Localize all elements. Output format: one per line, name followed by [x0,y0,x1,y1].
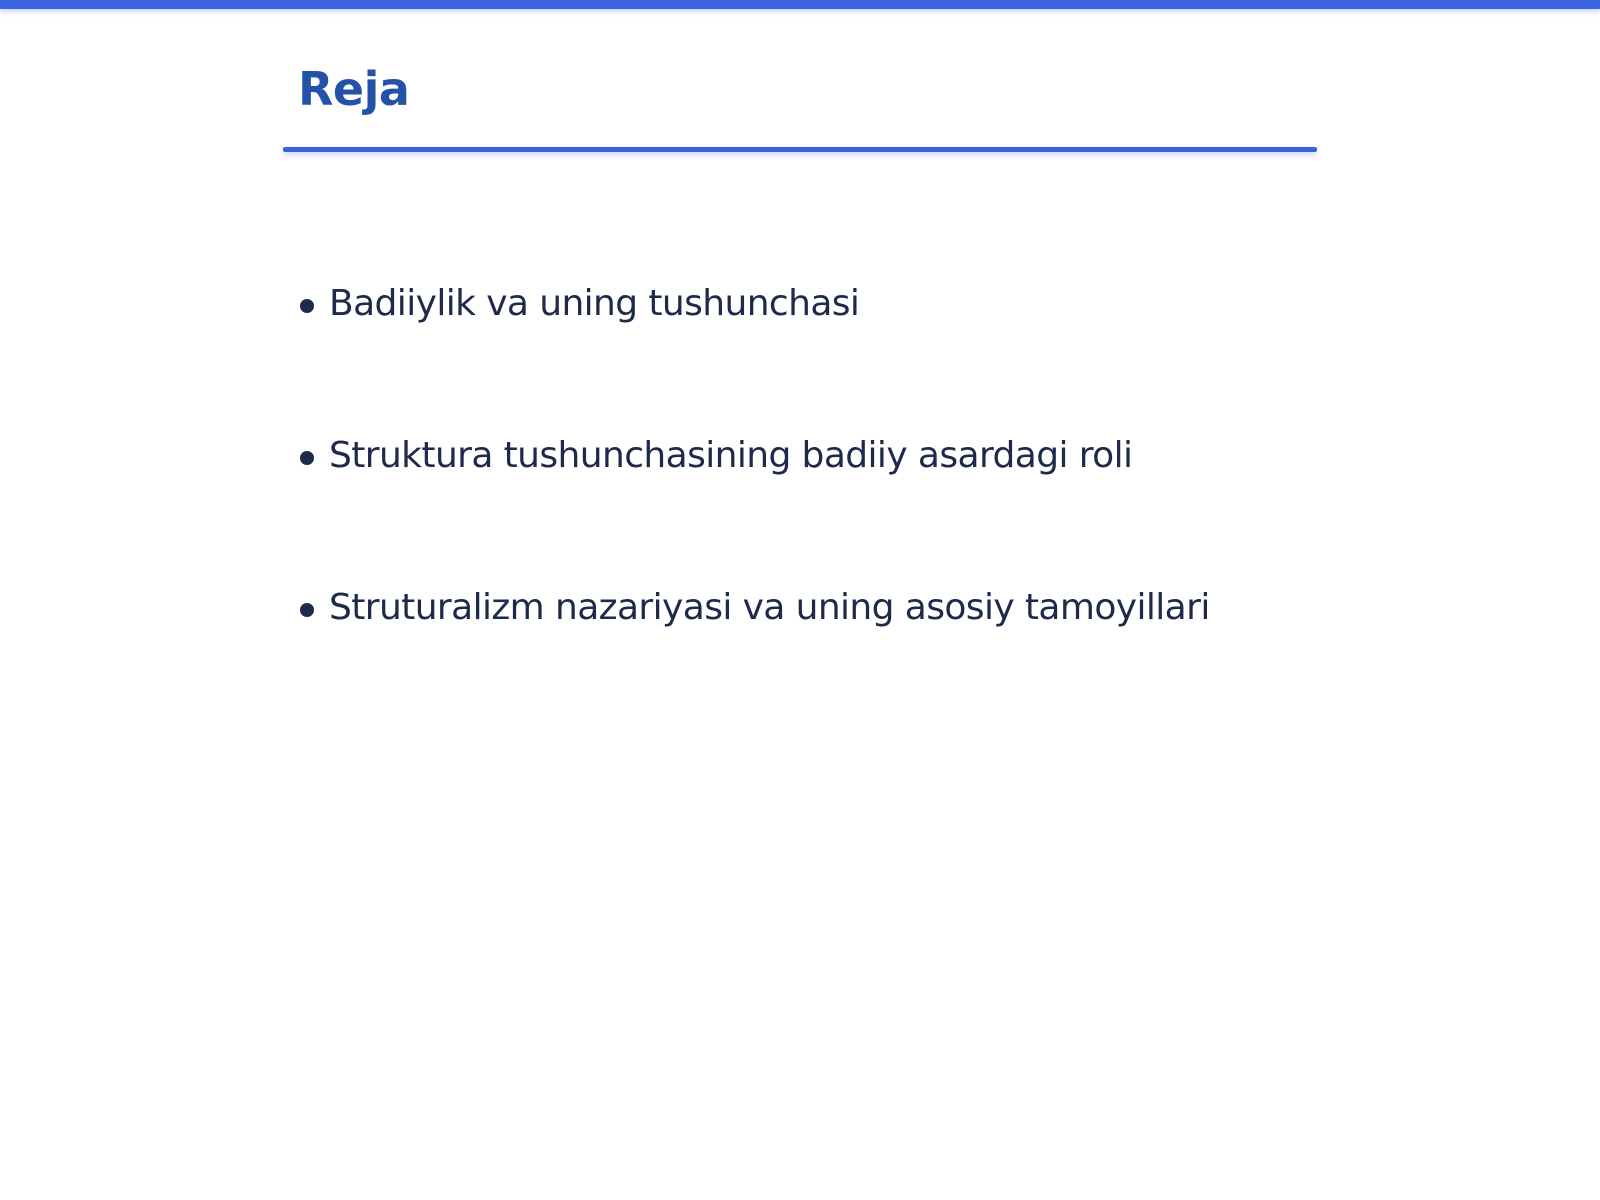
bullet-list [300,280,1210,736]
bullet-text: Badiiylik va uning tushunchasi [329,283,860,324]
bullet-text: Struktura tushunchasining badiiy asardagi roli [329,435,1133,476]
list-item [300,432,1210,584]
bullet-icon [300,299,314,313]
bullet-text: Struturalizm nazariyasi va uning asosiy tamoyillari [329,587,1210,628]
slide-title: Reja [298,62,410,116]
top-accent-bar [0,0,1600,9]
list-item [300,280,1210,432]
list-item [300,584,1210,736]
bullet-icon [300,451,314,465]
title-underline [283,147,1317,152]
bullet-icon [300,603,314,617]
